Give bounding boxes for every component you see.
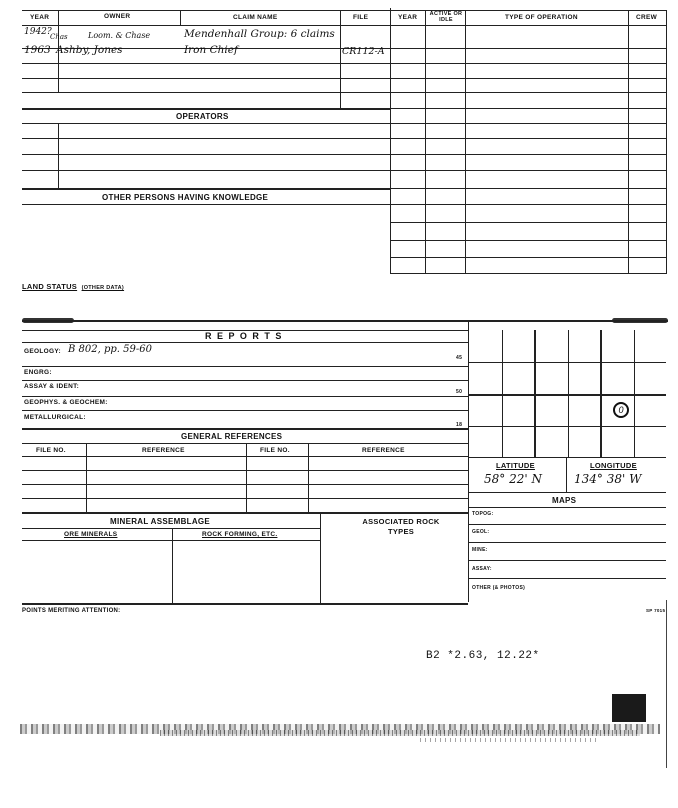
form-number: SP 7015: [646, 608, 666, 613]
col-owner-header: OWNER: [104, 13, 131, 20]
report-geophys-label: GEOPHYS. & GEOCHEM:: [24, 399, 108, 406]
rock-forming-header: ROCK FORMING, ETC.: [202, 531, 278, 538]
general-references-title: GENERAL REFERENCES: [181, 432, 283, 441]
report-metallurgical-label: METALLURGICAL:: [24, 414, 86, 421]
row2-year: 1963: [24, 44, 51, 56]
ref-file-no-header-2: FILE NO.: [260, 447, 290, 454]
row2-claim: Iron Chief: [184, 44, 238, 56]
other-persons-label: OTHER PERSONS HAVING KNOWLEDGE: [102, 193, 269, 202]
operators-label: OPERATORS: [176, 112, 229, 121]
col-active-idle-header: ACTIVE OR IDLE: [429, 11, 463, 23]
right-edge-line: [666, 600, 667, 768]
points-meriting-attention-label: POINTS MERITING ATTENTION:: [22, 608, 121, 614]
col-year-header-right: YEAR: [398, 14, 418, 21]
latitude-label: LATITUDE: [496, 461, 535, 470]
row1-claim: Mendenhall Group: 6 claims: [184, 28, 335, 40]
scan-dark-block: [612, 694, 646, 722]
map-geol-label: GEOL:: [472, 529, 490, 535]
report-assay-label: ASSAY & IDENT:: [24, 383, 80, 390]
row1-owner-b: Loom. & Chase: [88, 31, 151, 40]
longitude-label: LONGITUDE: [590, 461, 637, 470]
maps-title: MAPS: [552, 496, 577, 505]
map-topog-label: TOPOG:: [472, 511, 494, 517]
col-type-operation-header: TYPE OF OPERATION: [505, 14, 578, 21]
typed-stamp: B2 *2.63, 12.22*: [426, 650, 540, 662]
map-mine-label: MINE:: [472, 547, 488, 553]
report-geology-label: GEOLOGY:: [24, 348, 61, 355]
map-assay-label: ASSAY:: [472, 566, 492, 572]
row1-owner-a: Chas: [50, 33, 68, 41]
grid-mark: 0: [613, 402, 629, 418]
report-engrg-label: ENGRG:: [24, 369, 52, 376]
report-geology-num: 45: [456, 355, 463, 361]
reports-title: R E P O R T S: [205, 331, 283, 341]
col-claim-name-header: CLAIM NAME: [233, 14, 278, 21]
map-other-label: OTHER (& PHOTOS): [472, 585, 526, 591]
longitude-value: 134° 38' W: [574, 472, 642, 486]
ore-minerals-header: ORE MINERALS: [64, 531, 118, 538]
ref-reference-header-1: REFERENCE: [142, 447, 185, 454]
col-crew-header: CREW: [636, 14, 658, 21]
land-status-label: LAND STATUS: [22, 282, 78, 291]
mineral-assemblage-title: MINERAL ASSEMBLAGE: [110, 517, 211, 526]
ref-file-no-header-1: FILE NO.: [36, 447, 66, 454]
col-file-header: FILE: [353, 14, 369, 21]
report-geology-value: B 802, pp. 59-60: [68, 344, 152, 355]
associated-rock-types-title: ASSOCIATED ROCK TYPES: [362, 517, 440, 536]
report-metallurgical-num: 18: [456, 422, 463, 428]
row2-file: CR112-A: [342, 46, 385, 57]
row2-owner: Ashby, Jones: [56, 44, 123, 56]
latitude-value: 58° 22' N: [484, 472, 542, 486]
land-status: [22, 276, 124, 294]
row1-year: 1942?: [24, 27, 52, 37]
land-status-sub: (OTHER DATA): [81, 285, 125, 291]
report-assay-num: 50: [456, 389, 463, 395]
col-year-header: YEAR: [30, 14, 50, 21]
ref-reference-header-2: REFERENCE: [362, 447, 405, 454]
